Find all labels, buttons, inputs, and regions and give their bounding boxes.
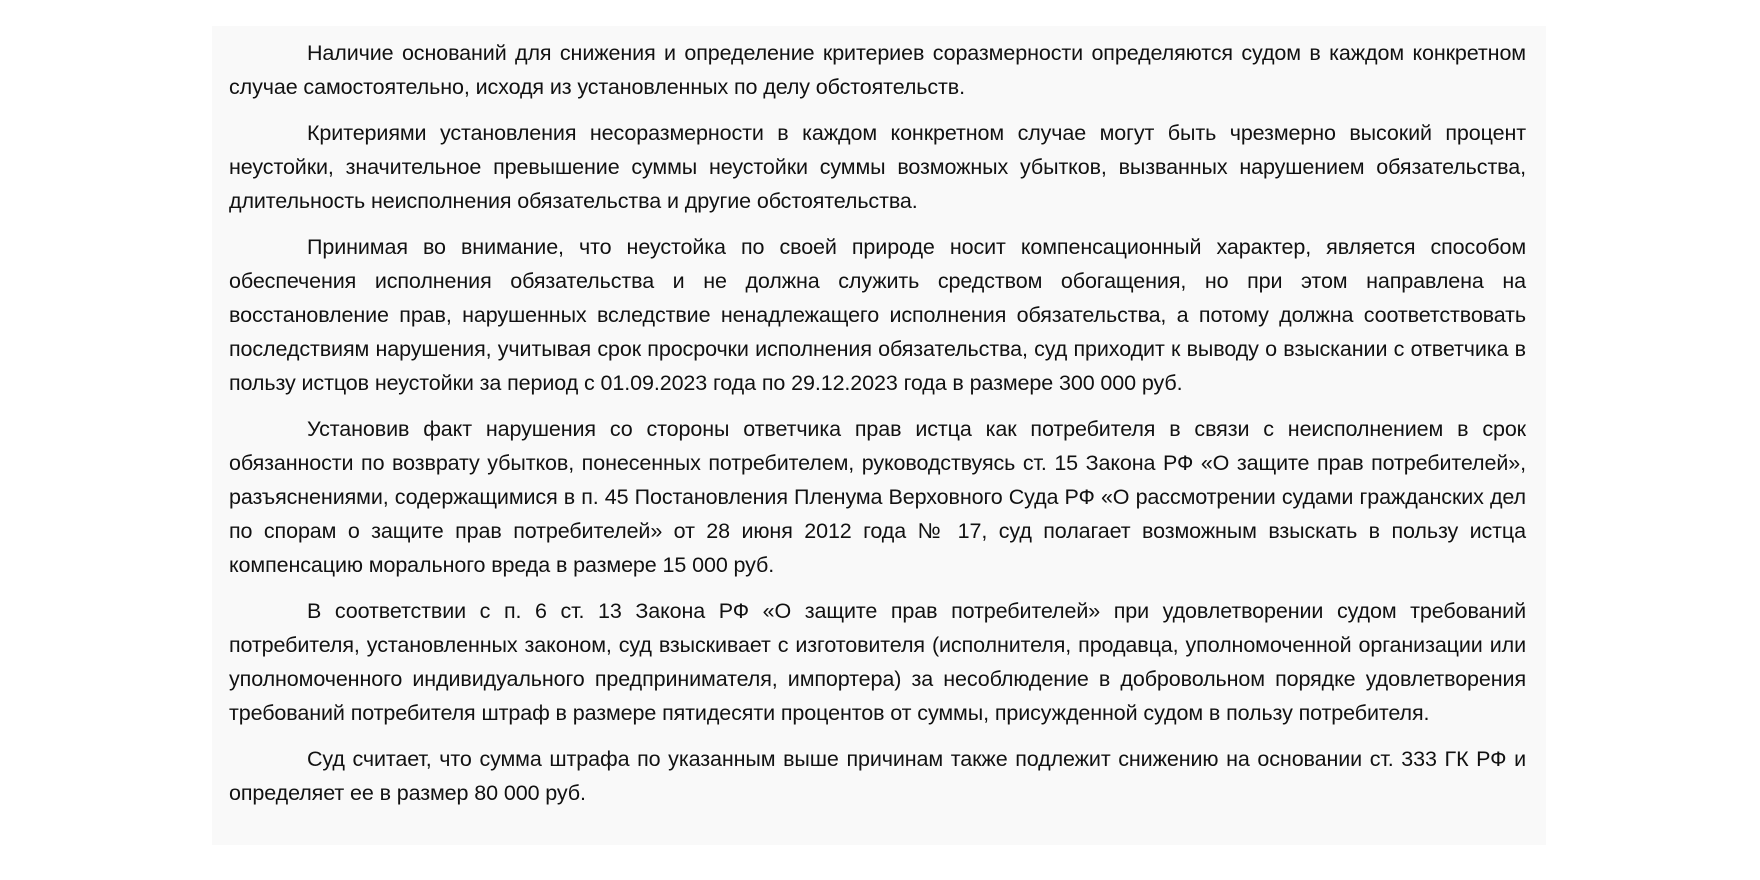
paragraph-criteria-grounds: Наличие оснований для снижения и определение критериев соразмерности определяются судом в каждом конкретном случае самостоятельно, исходя из установленных по делу обстоятельств. (229, 41, 1526, 99)
paragraph-fine-reduction: Суд считает, что сумма штрафа по указанным выше причинам также подлежит снижению на основании ст. 333 ГК РФ и определяет ее в размер 80 000 руб. (229, 747, 1526, 805)
paragraph-moral-damages: Установив факт нарушения со стороны ответчика прав истца как потребителя в связи с неисполнением в срок обязанности по возврату убытков, понесенных потребителем, руководствуясь ст. 15 Закона РФ «О защите прав потребителей», разъяснениями, содержащимися в п. 45 Постановления Пленума Верховного Суда РФ «О рассмотрении судами гражданских дел по спорам о защите прав потребителей» от 28 июня 2012 года № 17, суд полагает возможным взыскать в пользу истца компенсацию морального вреда в размере 15 000 руб. (229, 417, 1526, 577)
paragraph-penalty-award: Принимая во внимание, что неустойка по своей природе носит компенсационный характер, является способом обеспечения исполнения обязательства и не должна служить средством обогащения, но при этом направлена на восстановление прав, нарушенных вследствие ненадлежащего исполнения обязательства, а потому должна соответствовать последствиям нарушения, учитывая срок просрочки исполнения обязательства, суд приходит к выводу о взыскании с ответчика в пользу истцов неустойки за период с 01.09.2023 года по 29.12.2023 года в размере 300 000 руб. (229, 235, 1526, 395)
paragraph-consumer-fine: В соответствии с п. 6 ст. 13 Закона РФ «О защите прав потребителей» при удовлетворении судом требований потребителя, установленных законом, суд взыскивает с изготовителя (исполнителя, продавца, уполномоченной организации или уполномоченного индивидуального предпринимателя, импортера) за несоблюдение в добровольном порядке удовлетворения требований потребителя штраф в размере пятидесяти процентов от суммы, присужденной судом в пользу потребителя. (229, 599, 1526, 725)
document-page (212, 26, 1546, 845)
paragraph-disproportion-criteria: Критериями установления несоразмерности в каждом конкретном случае могут быть чрезмерно высокий процент неустойки, значительное превышение суммы неустойки суммы возможных убытков, вызванных нарушением обязательства, длительность неисполнения обязательства и другие обстоятельства. (229, 121, 1526, 213)
